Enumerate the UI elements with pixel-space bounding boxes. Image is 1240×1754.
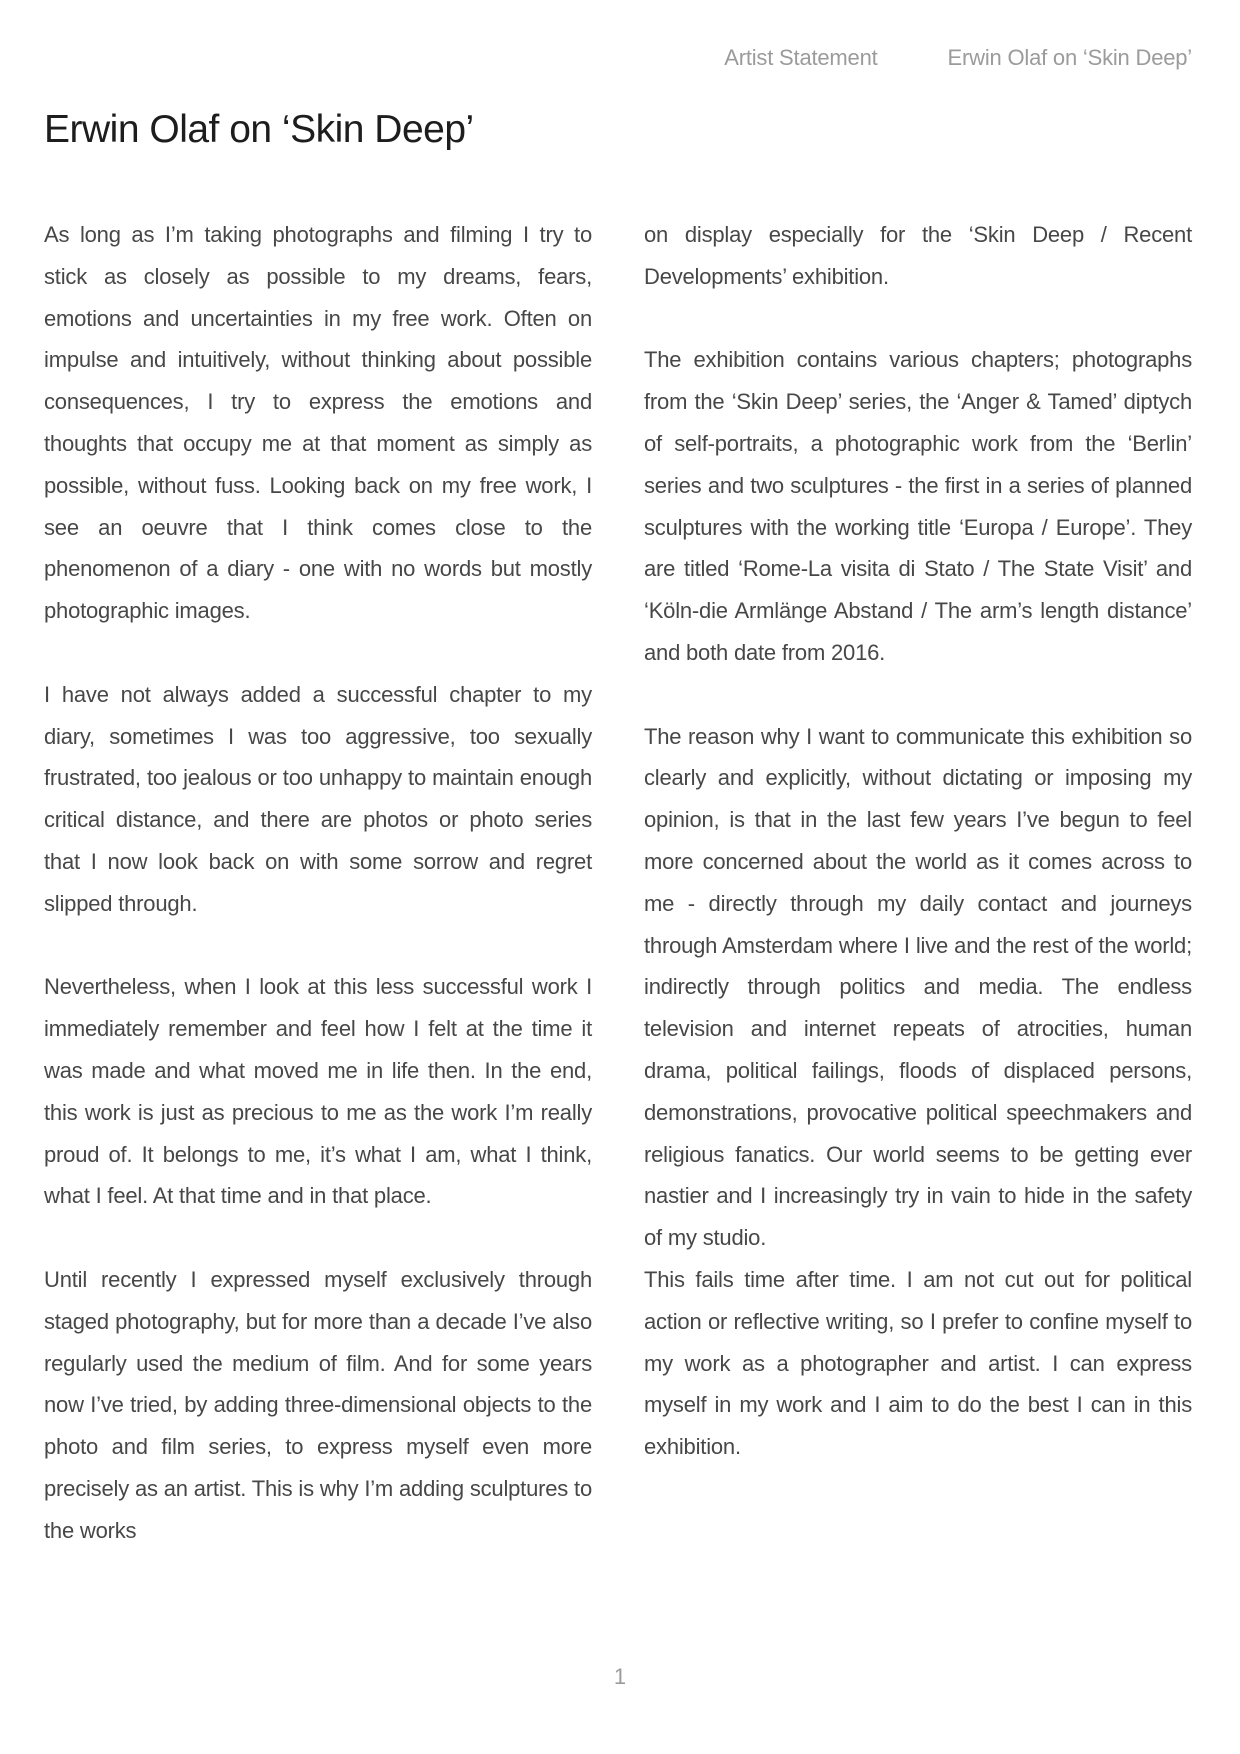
statement-paragraph: The reason why I want to communicate this exhibition so clearly and explicitly, without dictating or imposing my opinion, is that in the last few years I’ve begun to feel more concerned about the world as it comes across to me - directly through my daily contact and journeys through Amsterdam where I live and the rest of the world; indirectly through politics and media. The endless television and internet repeats of atrocities, human drama, political failings, floods of displaced persons, demonstrations, provocative political speechmakers and religious fanatics. Our world seems to be getting ever nastier and I increasingly try in vain to hide in the safety of my studio.	[644, 723, 1192, 1251]
statement-paragraph: The exhibition contains various chapters; photographs from the ‘Skin Deep’ series, the ‘Anger & Tamed’ diptych of self-portraits, a photographic work from the ‘Berlin’ series and two sculptures - the first in a series of planned sculptures with the working title ‘Europa / Europe’. They are titled ‘Rome-La visita di Stato / The State Visit’ and ‘Köln-die Armlänge Abstand / The arm’s length distance’ and both date from 2016.	[644, 347, 1192, 665]
header-document-label: Erwin Olaf on ‘Skin Deep’	[947, 45, 1192, 70]
statement-paragraph: I have not always added a successful chapter to my diary, sometimes I was too aggressive, too sexually frustrated, too jealous or too unhappy to maintain enough critical distance, and there are photos or photo series that I now look back on with some sorrow and regret slipped through.	[44, 681, 592, 916]
statement-paragraph: As long as I’m taking photographs and filming I try to stick as closely as possible to my dreams, fears, emotions and uncertainties in my free work. Often on impulse and intuitively, without thinking about possible consequences, I try to express the emotions and thoughts that occupy me at that moment as simply as possible, without fuss. Looking back on my free work, I see an oeuvre that I think comes close to the phenomenon of a diary - one with no words but mostly photographic images.	[44, 222, 592, 624]
statement-paragraph: on display especially for the ‘Skin Deep / Recent Developments’ exhibition.	[644, 222, 1192, 289]
statement-paragraph: Until recently I expressed myself exclusively through staged photography, but for more than a decade I’ve also regularly used the medium of film. And for some years now I’ve tried, by adding three-dimensional objects to the photo and film series, to express myself even more precisely as an artist. This is why I’m adding sculptures to the works	[44, 1266, 592, 1543]
header-section-label: Artist Statement	[724, 45, 878, 70]
column-left	[44, 214, 592, 1552]
page-number: 1	[613, 1664, 627, 1689]
page-footer	[0, 1666, 1240, 1688]
page-title: Erwin Olaf on ‘Skin Deep’	[44, 108, 474, 151]
page-header	[44, 47, 1192, 69]
statement-body	[44, 214, 1192, 1552]
column-right	[644, 214, 1192, 1552]
statement-paragraph: Nevertheless, when I look at this less successful work I immediately remember and feel how I felt at the time it was made and what moved me in life then. In the end, this work is just as precious to me as the work I’m really proud of. It belongs to me, it’s what I am, what I think, what I feel. At that time and in that place.	[44, 974, 592, 1209]
statement-paragraph: This fails time after time. I am not cut out for political action or reflective writing, so I prefer to confine myself to my work as a photographer and artist. I can express myself in my work and I aim to do the best I can in this exhibition.	[644, 1266, 1192, 1460]
